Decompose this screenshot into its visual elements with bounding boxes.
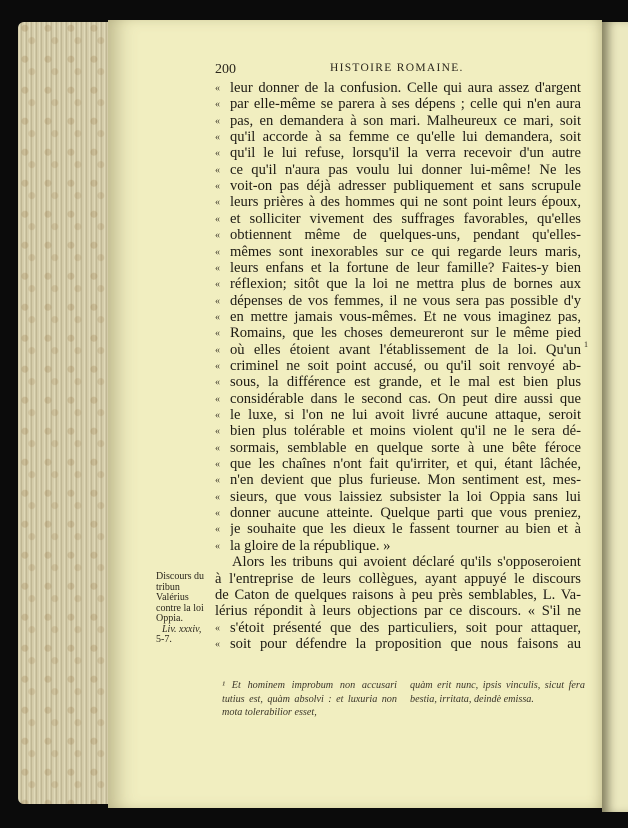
line-text: qu'il accorde à sa femme ce qu'elle lui demandera, soit <box>230 129 581 146</box>
line-text: considérable dans le second cas. On peut dire aussi que <box>230 390 581 407</box>
text-line <box>215 211 581 228</box>
text-line <box>215 603 581 620</box>
line-text: criminel ne soit point accusé, ou qu'il soit renvoyé ab- <box>230 357 581 374</box>
guillemet: « <box>215 377 220 389</box>
line-text: obtiennent même de quelques-uns, pendant qu'elles- <box>230 227 581 244</box>
text-line <box>215 244 581 261</box>
page-edge-foxing <box>18 22 118 804</box>
text-line <box>215 358 581 375</box>
line-text: de Caton de quelques raisons à peu près semblables, L. Va- <box>215 586 581 603</box>
line-text: n'en devient que plus furieuse. Mon sentiment est, mes- <box>230 472 581 489</box>
guillemet <box>215 554 230 571</box>
margin-note-title: Discours du tribun Valérius contre la loi Oppia. <box>156 571 205 624</box>
text-line <box>215 227 581 244</box>
guillemet: « <box>215 246 220 258</box>
text-line <box>215 260 581 277</box>
guillemet: « <box>215 328 220 340</box>
line-text: soit pour défendre la proposition que nous faisons au <box>230 635 581 652</box>
text-line <box>215 620 581 637</box>
line-text: donner aucune atteinte. Quelque parti que vous preniez, <box>230 505 581 522</box>
text-line <box>215 113 581 130</box>
text-line <box>215 162 581 179</box>
text-line <box>215 391 581 408</box>
text-line <box>215 456 581 473</box>
text-line <box>215 636 581 653</box>
guillemet: « <box>215 181 220 193</box>
line-text: mêmes sont inexorables sur ce qui regarde leurs maris, <box>230 243 581 260</box>
text-line <box>215 489 581 506</box>
text-line <box>215 571 581 588</box>
guillemet: « <box>215 99 220 111</box>
line-text: lérius répondit à leurs objections par ce discours. « S'il ne <box>215 603 581 620</box>
line-text: sieurs, que vous laissiez subsister la loi Oppia sans lui <box>230 488 581 505</box>
line-text: sormais, semblable en quelque sorte à une bête féroce <box>230 439 581 456</box>
line-text: Alors les tribuns qui avoient déclaré qu'ils s'opposeroient <box>232 554 581 571</box>
facing-page-edge <box>602 22 628 812</box>
text-line <box>215 423 581 440</box>
text-line <box>215 342 581 359</box>
guillemet: « <box>215 540 220 552</box>
guillemet: « <box>215 622 220 634</box>
margin-note-reference-pages: 5-7. <box>156 634 172 645</box>
line-text: pas, en demandera à son mari. Malheureux ce mari, soit <box>230 112 581 129</box>
text-line <box>215 96 581 113</box>
text-line <box>215 472 581 489</box>
guillemet: « <box>215 524 220 536</box>
guillemet: « <box>215 311 220 323</box>
text-line <box>215 309 581 326</box>
line-text: Romains, que les choses demeureront sur le même pied <box>230 325 581 342</box>
footnote-right-column: quàm erit nunc, ipsis vinculis, sicut fera bestia, irritata, deindè emissa. <box>410 680 585 705</box>
line-text: leurs enfans et la fortune de leur famille? Faites-y bien <box>230 259 581 276</box>
line-text: le luxe, si l'on ne lui avoit livré aucune attaque, seroit <box>230 407 581 423</box>
text-line <box>215 440 581 457</box>
line-text: par elle-même se parera à ses dépens ; celle qui n'en aura <box>230 96 581 113</box>
margin-note <box>156 572 214 646</box>
guillemet: « <box>215 459 220 471</box>
line-text: dépenses de vos femmes, il ne vous sera pas possible d'y <box>230 292 581 309</box>
text-line <box>215 178 581 195</box>
text-line <box>215 505 581 522</box>
guillemet: « <box>215 197 220 209</box>
guillemet: « <box>215 393 220 405</box>
guillemet: « <box>215 508 220 520</box>
guillemet: « <box>215 295 220 307</box>
line-text: bien plus tolérable et moins violent qu'il ne le sera dé- <box>230 423 581 440</box>
guillemet: « <box>215 148 220 160</box>
guillemet: « <box>215 262 220 274</box>
text-line <box>215 145 581 162</box>
line-text: ce qu'il n'aura pas voulu lui donner lui-même! Ne les <box>230 161 581 178</box>
text-line <box>215 538 581 555</box>
guillemet: « <box>215 213 220 225</box>
guillemet: « <box>215 442 220 454</box>
line-text: leur donner de la confusion. Celle qui aura assez d'argent <box>230 80 581 96</box>
footnote-marker: 1 <box>584 339 588 349</box>
text-line <box>215 129 581 146</box>
line-text: je souhaite que les dieux le fassent tourner au bien et à <box>230 521 581 538</box>
line-text: leurs prières à des hommes qui ne sont point leurs époux, <box>230 194 581 211</box>
line-text: que les chaînes n'ont fait qu'irriter, et qui, étant lâchée, <box>230 456 581 473</box>
guillemet: « <box>215 164 220 176</box>
line-text: où elles étoient avant l'établissement de la loi. Qu'un <box>230 341 581 358</box>
guillemet: « <box>215 491 220 503</box>
line-text: qu'il le lui refuse, lorsqu'il la verra recevoir d'un autre <box>230 145 581 162</box>
text-line <box>215 587 581 604</box>
text-line <box>215 194 581 211</box>
text-line <box>215 374 581 391</box>
footnote-left-column: ¹ Et hominem improbum non accusari tutius est, quàm absolvi : et luxuria non mota tolerabilior esset, <box>222 680 397 718</box>
line-text: sous, la différence est grande, et le mal est bien plus <box>230 374 581 391</box>
guillemet: « <box>215 115 220 127</box>
guillemet: « <box>215 638 220 650</box>
running-title: HISTOIRE ROMAINE. <box>330 62 464 74</box>
text-line <box>215 80 581 97</box>
line-text: et solliciter vivement des suffrages favorables, qu'elles <box>230 210 581 227</box>
guillemet: « <box>215 475 220 487</box>
text-line <box>215 407 581 424</box>
guillemet: « <box>215 344 220 356</box>
guillemet: « <box>215 426 220 438</box>
guillemet: « <box>215 410 220 421</box>
text-line <box>215 554 581 571</box>
text-line <box>215 325 581 342</box>
line-text: réflexion; sitôt que la loi ne mettra plus de bornes aux <box>230 276 581 293</box>
line-text: à l'entreprise de leurs collègues, ayant appuyé le discours <box>215 570 581 587</box>
margin-note-reference: Liv. xxxiv, <box>162 623 202 635</box>
line-text: s'étoit présenté que des particuliers, soit pour attaquer, <box>230 619 581 636</box>
text-line <box>215 276 581 293</box>
guillemet: « <box>215 132 220 144</box>
line-text: en mettre jamais vous-mêmes. Et ne vous imaginez pas, <box>230 308 581 325</box>
guillemet: « <box>215 360 220 372</box>
page-number: 200 <box>215 62 236 77</box>
guillemet: « <box>215 230 220 242</box>
line-text: la gloire de la république. » <box>230 537 391 554</box>
guillemet: « <box>215 279 220 291</box>
guillemet: « <box>215 83 220 94</box>
text-line <box>215 521 581 538</box>
text-line <box>215 293 581 310</box>
line-text: voit-on pas déjà adresser publiquement et sans scrupule <box>230 178 581 195</box>
